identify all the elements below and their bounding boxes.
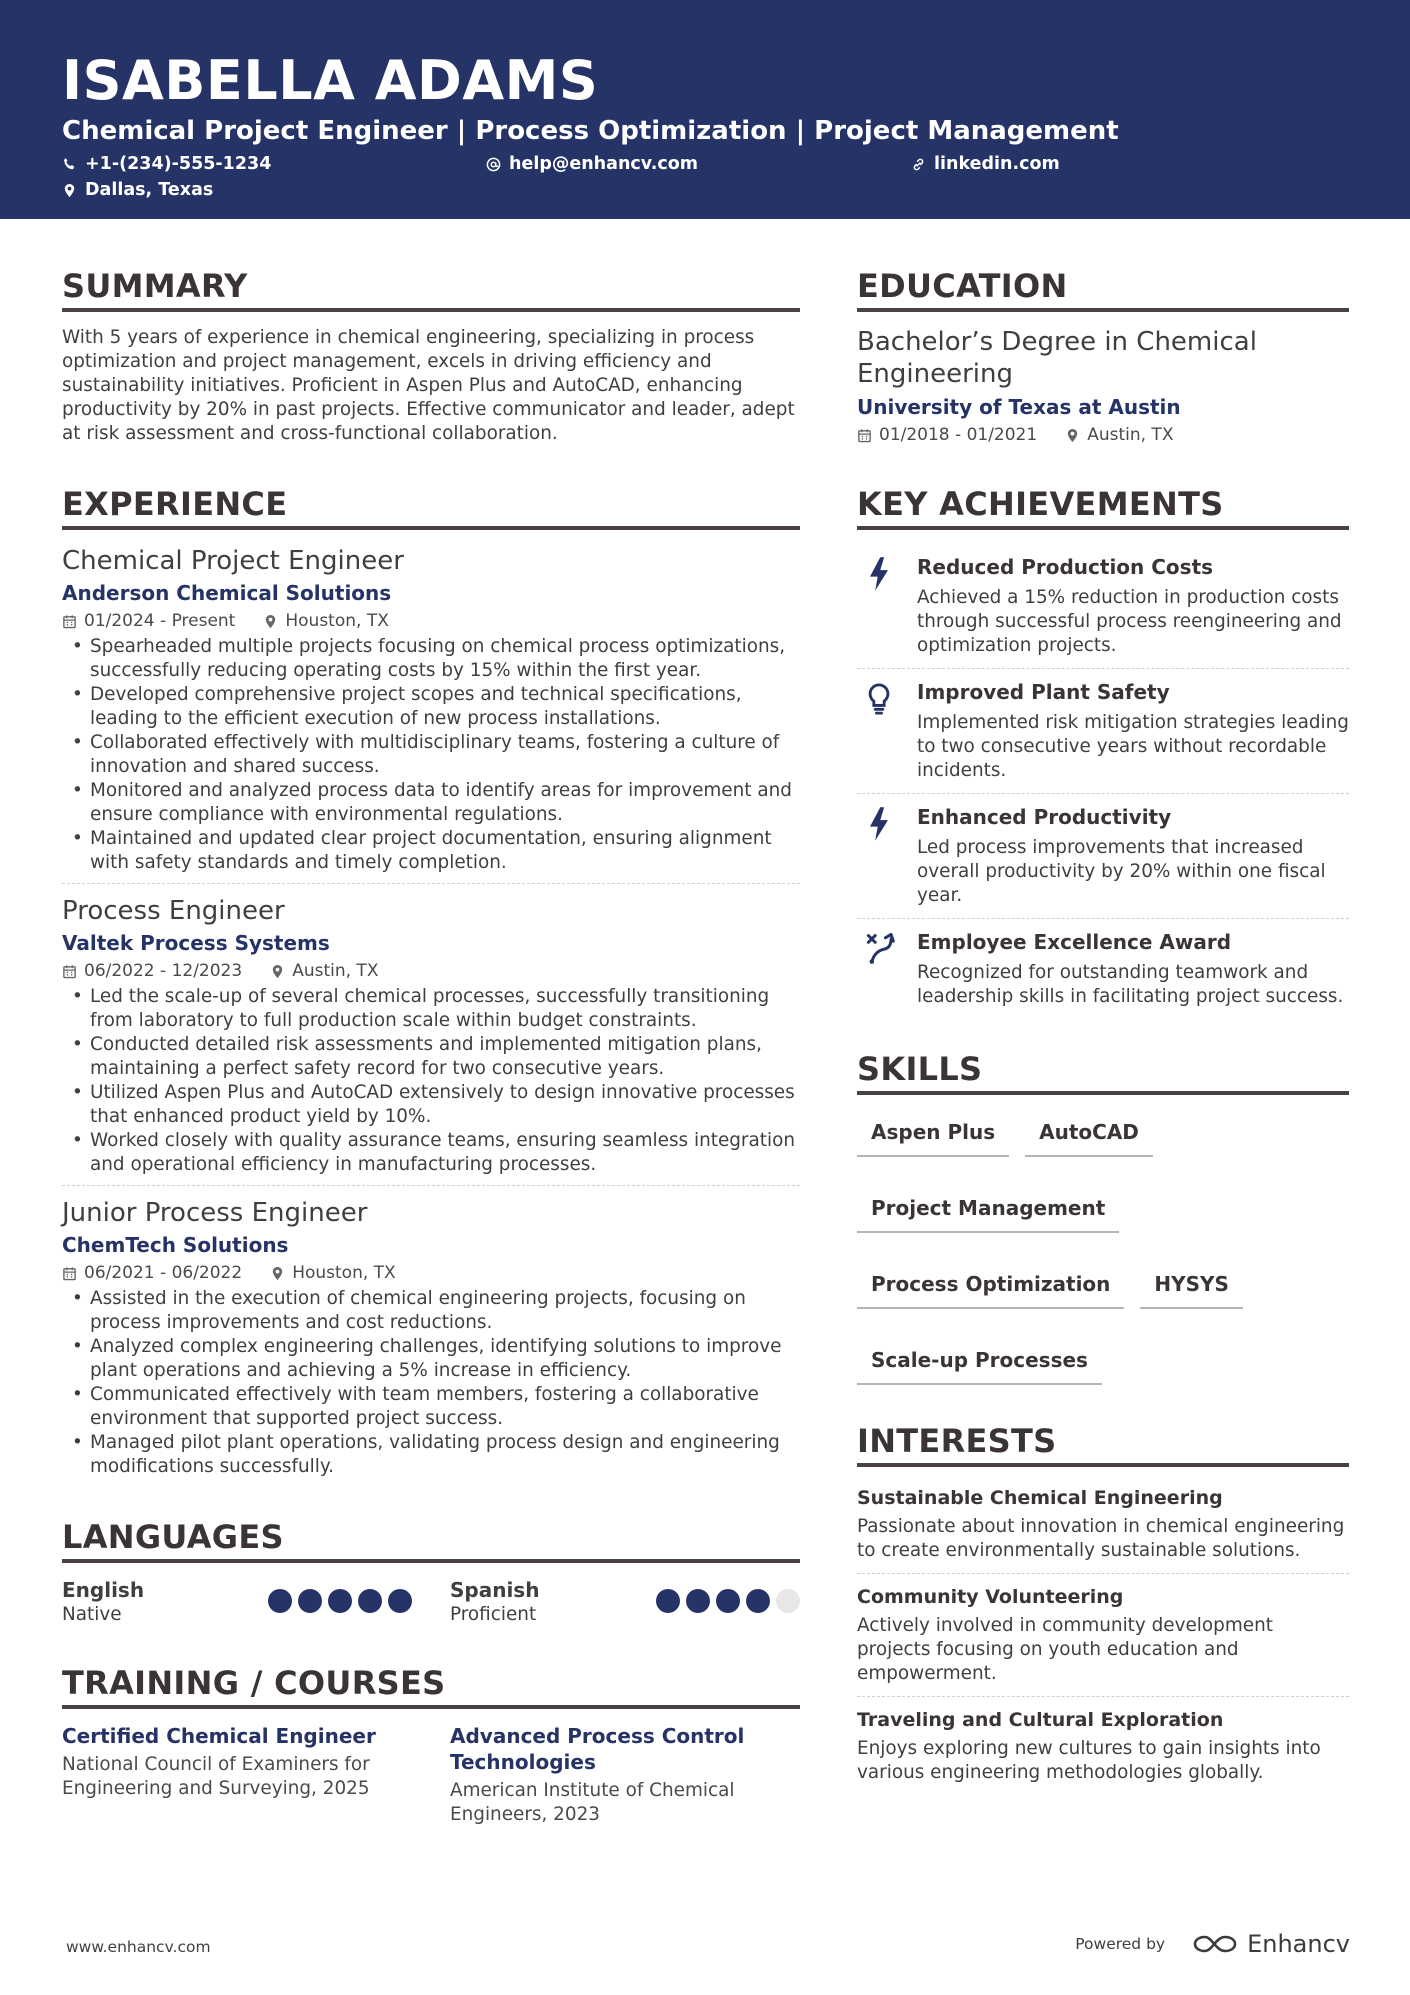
candidate-name: ISABELLA ADAMS [62,49,599,112]
achievement-title: Improved Plant Safety [917,680,1170,704]
rating-dot-filled [388,1589,412,1613]
resume-header [0,0,1410,219]
education-degree: Bachelor’s Degree in Chemical Engineering [857,327,1257,389]
bullet-item: • Monitored and analyzed process data to identify areas for improvement and ensure compliance with environmental regulations. [62,779,800,827]
achievement-desc: Recognized for outstanding teamwork and leadership skills in facilitating project success. [917,962,1344,1007]
achievement-desc: Achieved a 15% reduction in production costs through successful process reengineering and optimization projects. [917,587,1342,656]
training-section [62,1663,800,1827]
enhancv-logo [1191,1930,1350,1958]
footer-website-link[interactable]: www.enhancv.com [66,1938,211,1956]
job-company: ChemTech Solutions [62,1233,289,1257]
interest-item [857,1696,1349,1795]
language-item [62,1577,412,1633]
footer [66,1930,1350,1966]
enhancv-logo-icon [1191,1931,1239,1957]
rating-dot-filled [746,1589,770,1613]
job-meta [62,1260,800,1286]
language-level: Proficient [450,1604,537,1625]
course-desc: National Council of Examiners for Engineering and Surveying, 2025 [62,1754,370,1799]
training-heading: TRAINING / COURSES [62,1663,800,1709]
location-pin-icon [270,964,285,979]
experience-entry [62,544,800,883]
rating-dot-empty [776,1589,800,1613]
experience-section [62,484,800,1487]
bullet-item: • Utilized Aspen Plus and AutoCAD extensively to design innovative processes that enhanced product yield by 10%. [62,1081,800,1129]
strategy-icon [865,931,899,965]
contact-info [62,154,1348,206]
bullet-item: • Managed pilot plant operations, validating process design and engineering modifications successfully. [62,1431,800,1479]
achievement-item [857,918,1349,1019]
skill-tag: Project Management [857,1189,1119,1233]
achievement-desc: Implemented risk mitigation strategies leading to two consecutive years without recordable incidents. [917,712,1349,781]
skill-tag: Scale-up Processes [857,1341,1102,1385]
at-icon [486,157,501,172]
experience-entry [62,1185,800,1487]
job-dates: 06/2021 - 06/2022 [84,1263,243,1283]
course-title: Advanced Process Control Technologies [450,1724,745,1774]
phone-text: +1-(234)-555-1234 [85,154,272,174]
language-rating [268,1589,412,1613]
interest-desc: Actively involved in community development projects focusing on youth education and empowerment. [857,1615,1273,1684]
education-school: University of Texas at Austin [857,395,1181,419]
job-bullets [62,985,800,1177]
job-location: Austin, TX [292,961,379,981]
candidate-title: Chemical Project Engineer | Process Optimization | Project Management [62,116,1119,146]
education-meta [857,422,1349,448]
lightning-icon [865,806,893,842]
job-location: Houston, TX [292,1263,396,1283]
job-role: Junior Process Engineer [62,1198,368,1228]
experience-entry [62,883,800,1185]
bullet-item: • Analyzed complex engineering challenges, identifying solutions to improve plant operations and achieving a 5% increase in efficiency. [62,1335,800,1383]
contact-phone[interactable] [62,154,271,174]
language-name: English [62,1578,145,1602]
education-location: Austin, TX [1087,425,1174,445]
left-column [62,266,800,1827]
phone-icon [62,157,77,172]
email-text: help@enhancv.com [509,154,699,174]
bullet-item: • Spearheaded multiple projects focusing on chemical process optimizations, successfully reducing operating costs by 15% within the first year. [62,635,800,683]
interest-title: Community Volunteering [857,1586,1124,1608]
interest-desc: Enjoys exploring new cultures to gain insights into various engineering methodologies globally. [857,1738,1321,1783]
calendar-icon [857,428,872,443]
job-location: Houston, TX [285,611,389,631]
job-dates: 01/2024 - Present [84,611,236,631]
interest-item [857,1573,1349,1696]
link-icon [911,157,926,172]
job-dates: 06/2022 - 12/2023 [84,961,243,981]
job-company: Anderson Chemical Solutions [62,581,392,605]
linkedin-text: linkedin.com [934,154,1060,174]
achievement-title: Reduced Production Costs [917,555,1214,579]
achievement-title: Employee Excellence Award [917,930,1232,954]
location-text: Dallas, Texas [85,180,214,200]
course-title: Certified Chemical Engineer [62,1724,376,1748]
skill-tag: Aspen Plus [857,1113,1009,1157]
skill-tag: HYSYS [1140,1265,1243,1309]
skill-tag: Process Optimization [857,1265,1124,1309]
location-pin-icon [62,183,77,198]
interest-title: Traveling and Cultural Exploration [857,1709,1224,1731]
language-level: Native [62,1604,122,1625]
bullet-item: • Maintained and updated clear project documentation, ensuring alignment with safety standards and timely completion. [62,827,800,875]
course-item [62,1723,412,1827]
course-item [450,1723,800,1827]
interest-item [857,1481,1349,1573]
interests-section [857,1421,1349,1795]
achievement-item [857,668,1349,793]
powered-by[interactable] [1075,1930,1350,1958]
job-company: Valtek Process Systems [62,931,330,955]
job-role: Process Engineer [62,896,285,926]
languages-section [62,1517,800,1633]
rating-dot-filled [298,1589,322,1613]
interest-title: Sustainable Chemical Engineering [857,1487,1223,1509]
achievements-section [857,484,1349,1019]
bullet-item: • Worked closely with quality assurance teams, ensuring seamless integration and operational efficiency in manufacturing processes. [62,1129,800,1177]
languages-heading: LANGUAGES [62,1517,800,1563]
rating-dot-filled [328,1589,352,1613]
bullet-item: • Developed comprehensive project scopes and technical specifications, leading to the efficient execution of new process installations. [62,683,800,731]
education-dates: 01/2018 - 01/2021 [879,425,1038,445]
bullet-item: • Communicated effectively with team members, fostering a collaborative environment that supported project success. [62,1383,800,1431]
skills-heading: SKILLS [857,1049,1349,1095]
language-name: Spanish [450,1578,540,1602]
education-section [857,266,1349,448]
bullet-item: • Collaborated effectively with multidisciplinary teams, fostering a culture of innovation and shared success. [62,731,800,779]
bullet-item: • Conducted detailed risk assessments and implemented mitigation plans, maintaining a perfect safety record for two consecutive years. [62,1033,800,1081]
job-bullets [62,635,800,875]
contact-location [62,180,213,200]
interests-heading: INTERESTS [857,1421,1349,1467]
skill-tag: AutoCAD [1025,1113,1153,1157]
achievement-item [857,544,1349,668]
calendar-icon [62,964,77,979]
rating-dot-filled [686,1589,710,1613]
right-column [857,266,1349,1795]
job-bullets [62,1287,800,1479]
experience-heading: EXPERIENCE [62,484,800,530]
bullet-item: • Assisted in the execution of chemical engineering projects, focusing on process improvements and cost reductions. [62,1287,800,1335]
lightning-icon [865,556,893,592]
achievements-heading: KEY ACHIEVEMENTS [857,484,1349,530]
contact-linkedin[interactable] [911,154,1060,174]
rating-dot-filled [716,1589,740,1613]
powered-by-label: Powered by [1075,1935,1166,1953]
contact-email[interactable] [486,154,698,174]
location-pin-icon [1065,428,1080,443]
calendar-icon [62,1266,77,1281]
enhancv-brand-text: Enhancv [1247,1930,1350,1958]
job-role: Chemical Project Engineer [62,546,404,576]
lightbulb-icon [865,681,893,717]
summary-heading: SUMMARY [62,266,800,312]
rating-dot-filled [656,1589,680,1613]
job-meta [62,608,800,634]
location-pin-icon [263,614,278,629]
achievement-desc: Led process improvements that increased overall productivity by 20% within one fiscal year. [917,837,1326,906]
skills-section [857,1049,1349,1385]
calendar-icon [62,614,77,629]
course-desc: American Institute of Chemical Engineers, 2023 [450,1780,735,1825]
rating-dot-filled [268,1589,292,1613]
location-pin-icon [270,1266,285,1281]
job-meta [62,958,800,984]
language-item [450,1577,800,1633]
achievement-title: Enhanced Productivity [917,805,1172,829]
summary-text: With 5 years of experience in chemical engineering, specializing in process optimization and project management, excels in driving efficiency and sustainability initiatives. Proficient in Aspen Plus and AutoCAD, enhancing productivity by 20% in past projects. Effective communicator and leader, adept at risk assessment and cross-functional collaboration. [62,327,795,444]
bullet-item: • Led the scale-up of several chemical processes, successfully transitioning from laboratory to full production scale within budget constraints. [62,985,800,1033]
interest-desc: Passionate about innovation in chemical engineering to create environmentally sustainable solutions. [857,1516,1345,1561]
summary-section [62,266,800,446]
achievement-item [857,793,1349,918]
education-heading: EDUCATION [857,266,1349,312]
language-rating [656,1589,800,1613]
rating-dot-filled [358,1589,382,1613]
